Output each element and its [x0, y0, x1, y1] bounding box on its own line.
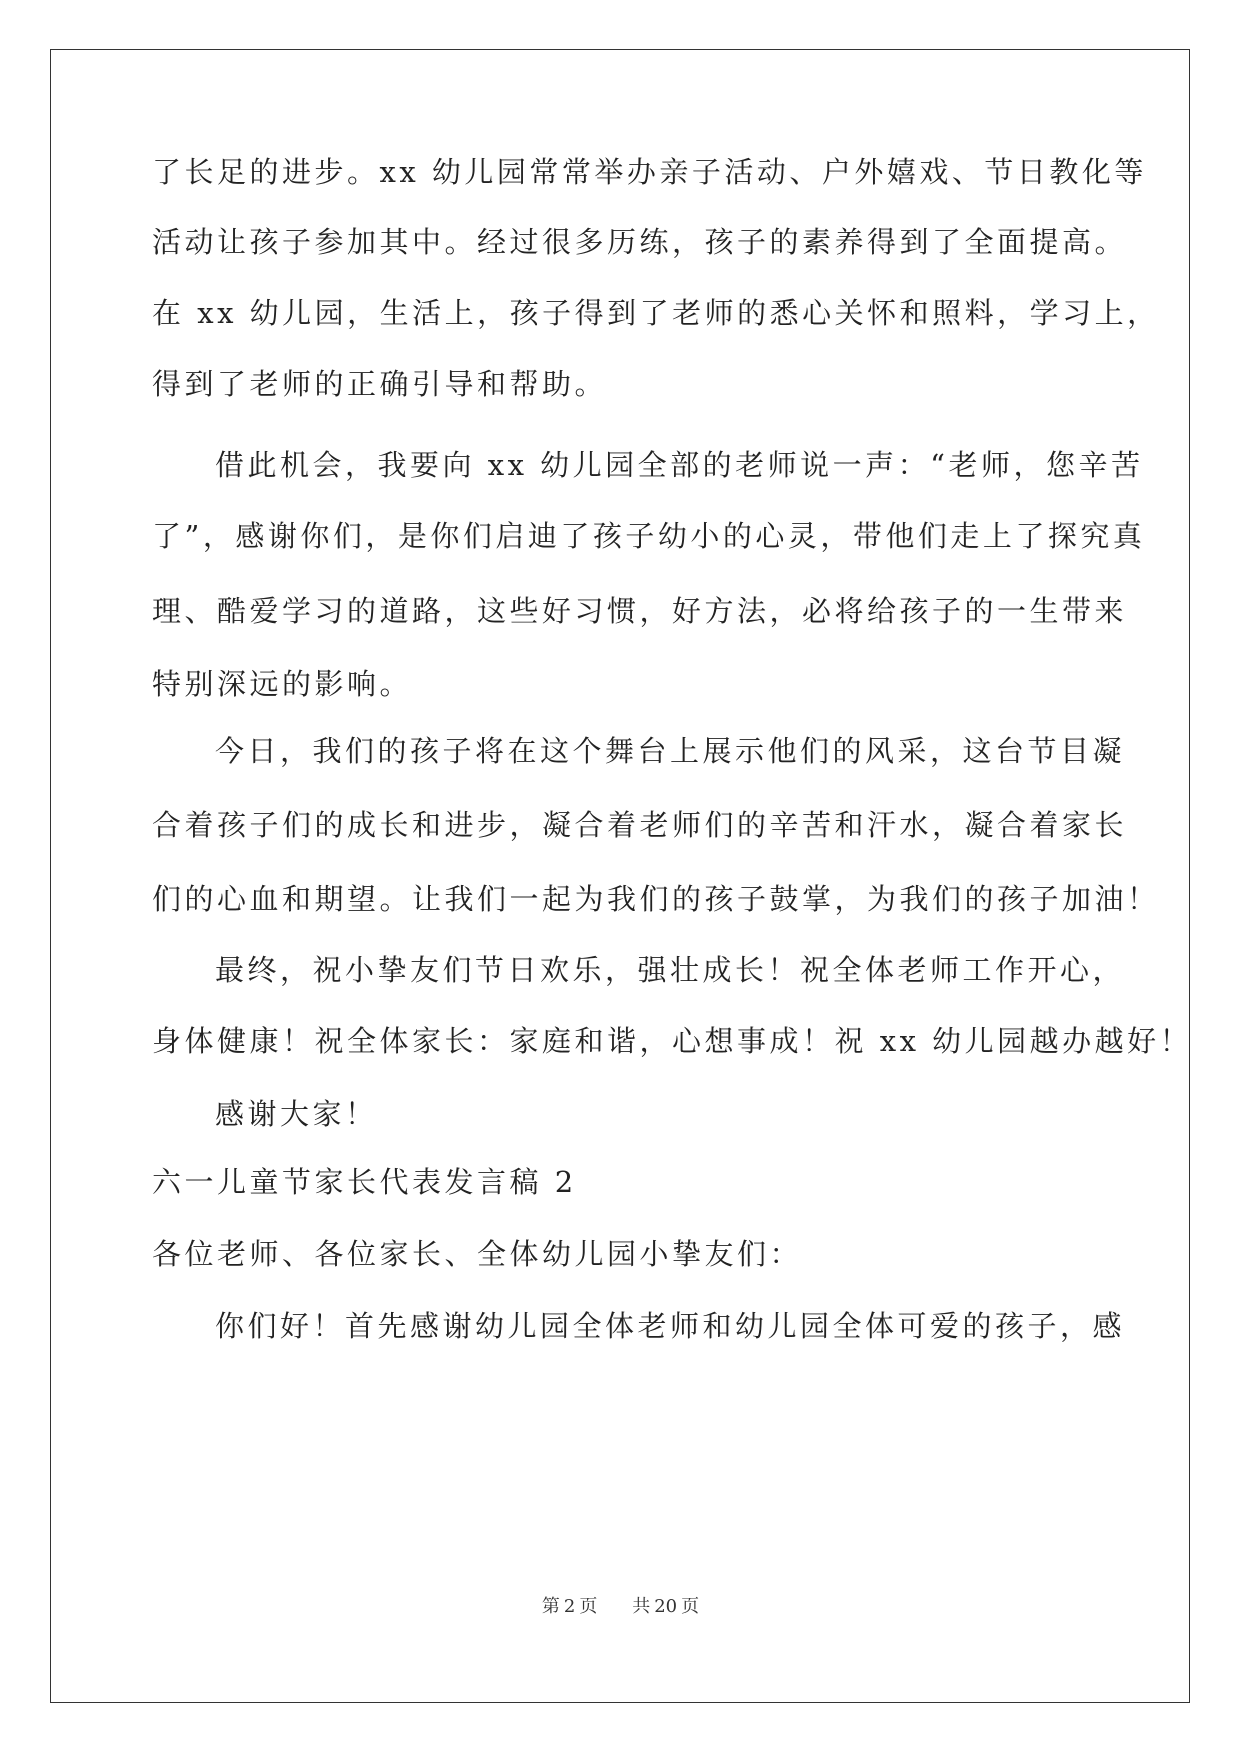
text-line: 们的心血和期望。让我们一起为我们的孩子鼓掌，为我们的孩子加油！: [152, 882, 1160, 916]
total-pages: 20: [654, 1596, 678, 1617]
page-footer: [0, 1595, 1241, 1619]
text-line: 了”，感谢你们，是你们启迪了孩子幼小的心灵，带他们走上了探究真: [152, 519, 1146, 553]
paragraph-start: 你们好！首先感谢幼儿园全体老师和幼儿园全体可爱的孩子，感: [215, 1309, 1126, 1343]
text-line: 身体健康！祝全体家长：家庭和谐，心想事成！祝 xx 幼儿园越办越好！: [152, 1024, 1193, 1058]
total-suffix: 页: [681, 1596, 700, 1617]
text-line: 理、酷爱学习的道路，这些好习惯，好方法，必将给孩子的一生带来: [152, 594, 1128, 628]
text-line: 在 xx 幼儿园，生活上，孩子得到了老师的悉心关怀和照料，学习上，: [152, 296, 1160, 330]
text-line: 了长足的进步。xx 幼儿园常常举办亲子活动、户外嬉戏、节日教化等: [152, 155, 1147, 189]
salutation: 各位老师、各位家长、全体幼儿园小挚友们：: [152, 1237, 803, 1271]
page-suffix: 页: [579, 1596, 598, 1617]
total-prefix: 共: [632, 1596, 651, 1617]
text-line: 合着孩子们的成长和进步，凝合着老师们的辛苦和汗水，凝合着家长: [152, 808, 1128, 842]
page-prefix: 第: [541, 1596, 560, 1617]
section-title: 六一儿童节家长代表发言稿 2: [152, 1165, 577, 1199]
text-line: 特别深远的影响。: [152, 667, 413, 701]
text-line: 得到了老师的正确引导和帮助。: [152, 367, 608, 401]
text-line: 活动让孩子参加其中。经过很多历练，孩子的素养得到了全面提高。: [152, 225, 1128, 259]
paragraph-start: 感谢大家！: [215, 1097, 378, 1131]
paragraph-start: 今日，我们的孩子将在这个舞台上展示他们的风采，这台节目凝: [215, 734, 1126, 768]
page-number: 2: [563, 1596, 576, 1617]
paragraph-start: 借此机会，我要向 xx 幼儿园全部的老师说一声：“老师，您辛苦: [215, 448, 1144, 482]
paragraph-start: 最终，祝小挚友们节日欢乐，强壮成长！祝全体老师工作开心，: [215, 953, 1126, 987]
